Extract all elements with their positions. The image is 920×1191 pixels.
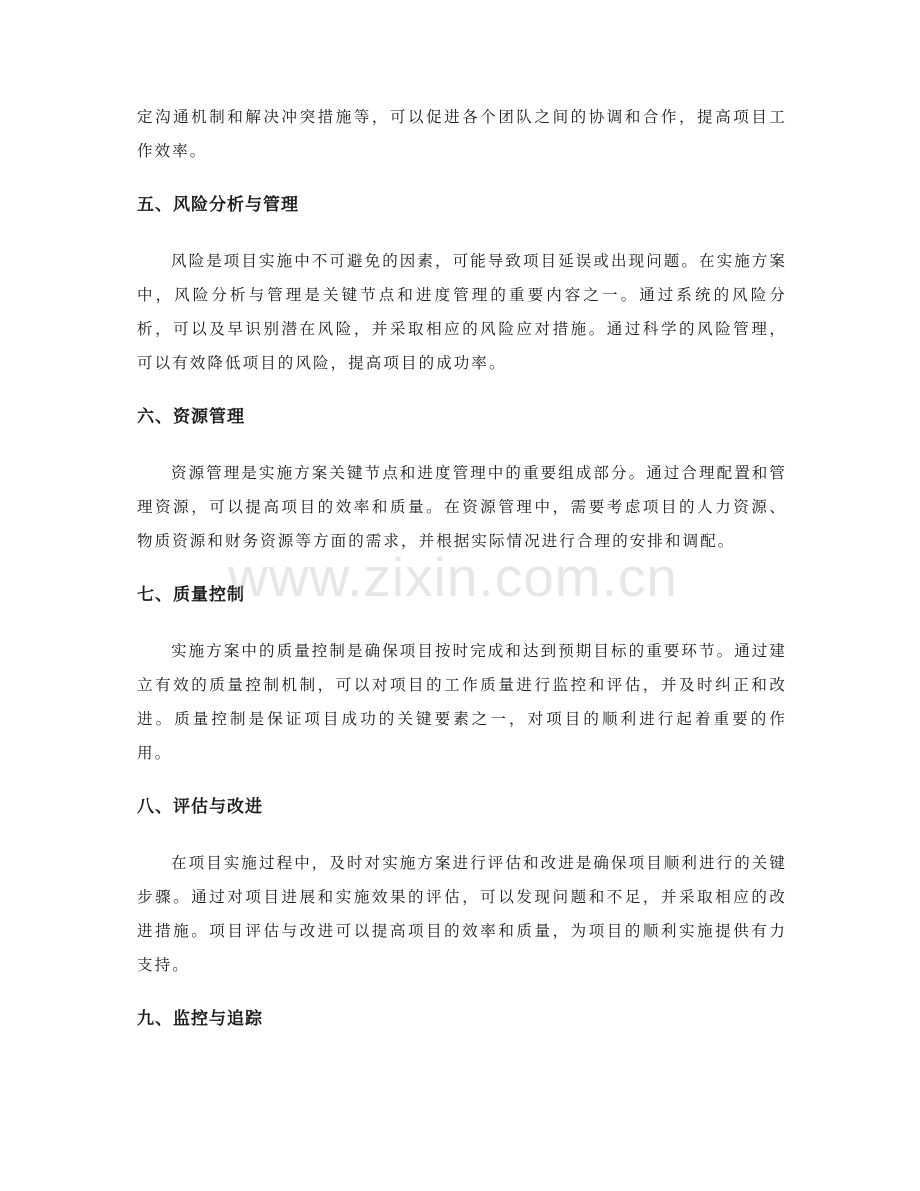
spacer <box>137 434 787 456</box>
section-heading-evaluation: 八、评估与改进 <box>137 797 263 817</box>
section-body-evaluation: 在项目实施过程中，及时对实施方案进行评估和改进是确保项目顺利进行的关键步骤。通过对项目进展和实施效果的评估，可以发现问题和不足，并采取相应的改进措施。项目评估与改进可以提高项目的效率和质量，为项目的顺利实施提供有力支持。 <box>137 854 788 974</box>
spacer <box>137 824 787 846</box>
section-heading-risk: 五、风险分析与管理 <box>137 195 299 215</box>
continuation-paragraph: 定沟通机制和解决冲突措施等，可以促进各个团队之间的协调和合作，提高项目工作效率。 <box>137 108 787 160</box>
spacer <box>137 168 787 188</box>
spacer <box>137 380 787 400</box>
document-content <box>137 100 787 1036</box>
spacer <box>137 558 787 578</box>
section-body-risk: 风险是项目实施中不可避免的因素，可能导致项目延误或出现问题。在实施方案中，风险分析与管理是关键节点和进度管理的重要内容之一。通过系统的风险分析，可以及早识别潜在风险，并采取相应的风险应对措施。通过科学的风险管理，可以有效降低项目的风险，提高项目的成功率。 <box>137 252 788 372</box>
watermark-text: www.zixin.com.cn <box>228 546 678 608</box>
section-heading-resources: 六、资源管理 <box>137 407 245 427</box>
spacer <box>137 612 787 634</box>
section-heading-monitoring: 九、监控与追踪 <box>137 1009 263 1029</box>
spacer <box>137 770 787 790</box>
section-heading-quality: 七、质量控制 <box>137 585 245 605</box>
spacer <box>137 222 787 244</box>
spacer <box>137 982 787 1002</box>
section-body-resources: 资源管理是实施方案关键节点和进度管理中的重要组成部分。通过合理配置和管理资源，可以提高项目的效率和质量。在资源管理中，需要考虑项目的人力资源、物质资源和财务资源等方面的需求，并根据实际情况进行合理的安排和调配。 <box>137 464 788 550</box>
section-body-quality: 实施方案中的质量控制是确保项目按时完成和达到预期目标的重要环节。通过建立有效的质量控制机制，可以对项目的工作质量进行监控和评估，并及时纠正和改进。质量控制是保证项目成功的关键要素之一，对项目的顺利进行起着重要的作用。 <box>137 642 788 762</box>
